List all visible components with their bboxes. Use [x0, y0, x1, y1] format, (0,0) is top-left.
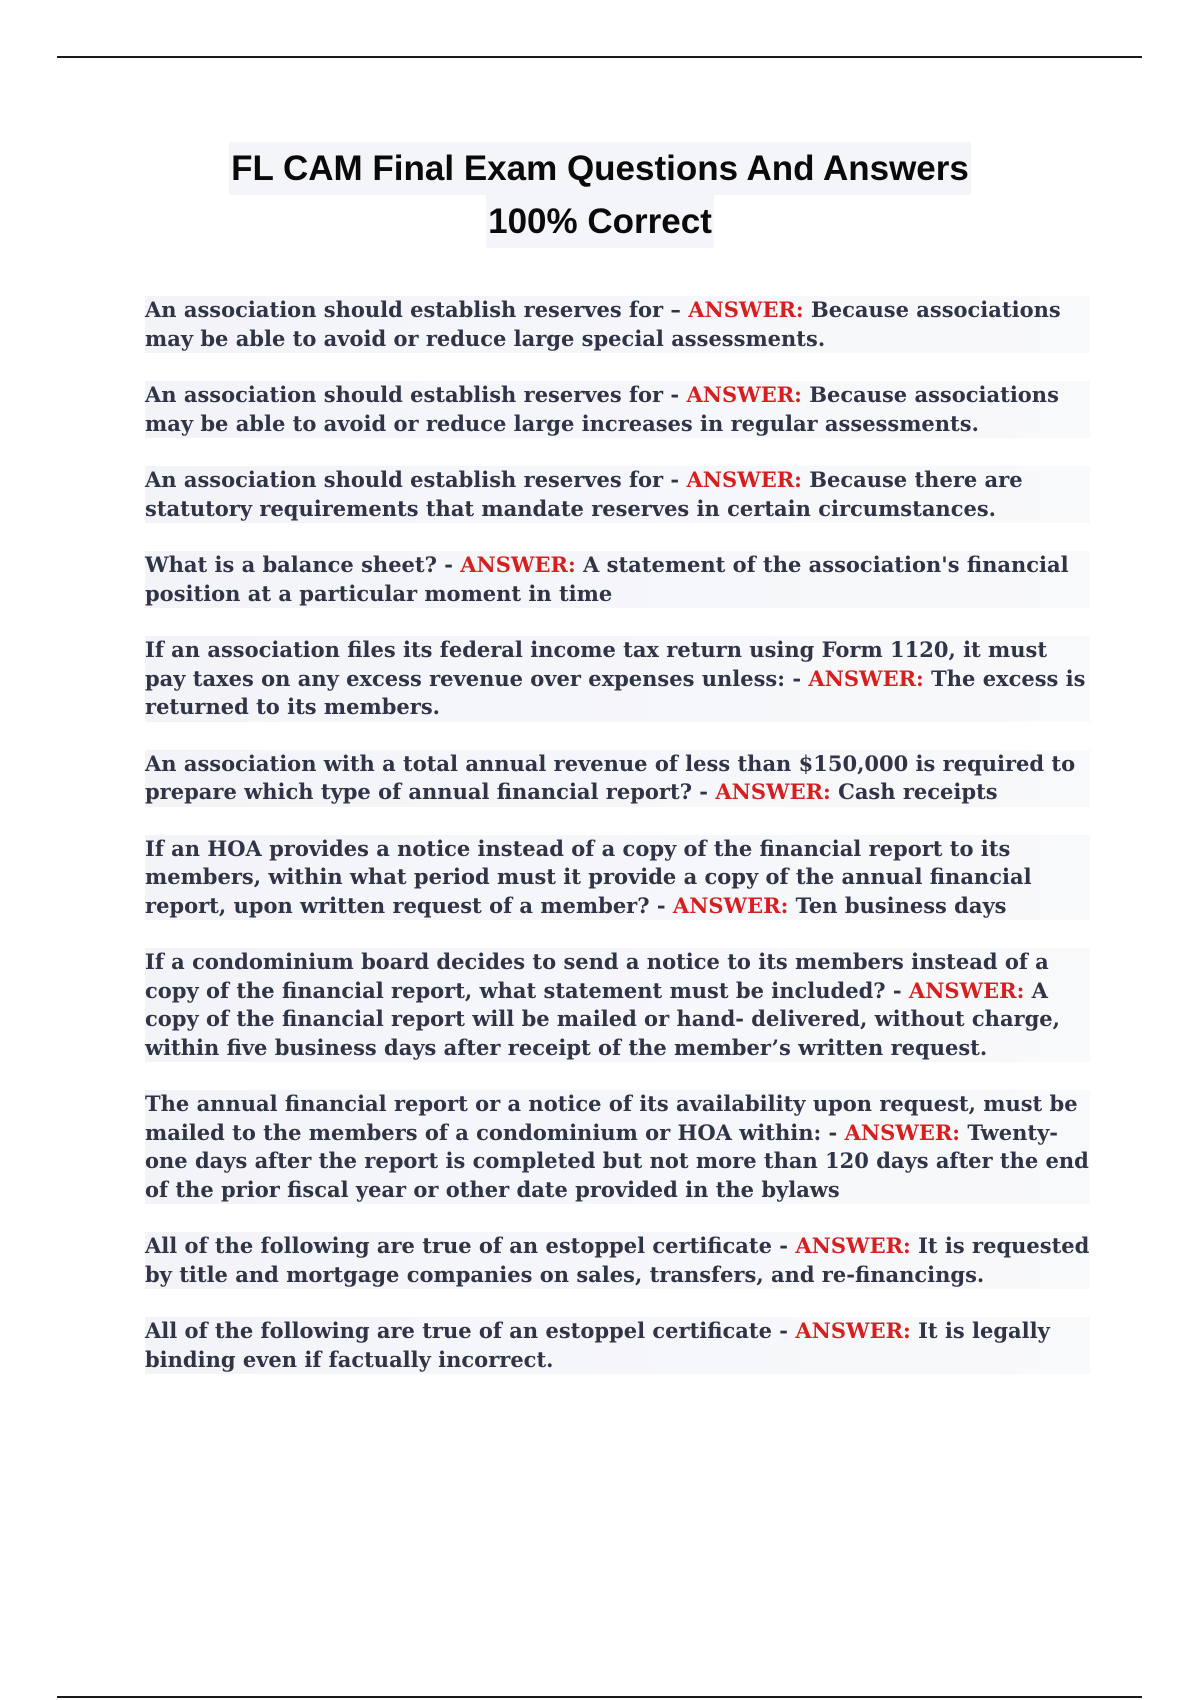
qa-item [145, 551, 1090, 608]
title-line-1: FL CAM Final Exam Questions And Answers [229, 142, 971, 195]
qa-item [145, 1317, 1090, 1374]
qa-list [145, 296, 1090, 1402]
answer-label: ANSWER: [795, 1318, 911, 1343]
question-text: All of the following are true of an estoppel certificate - [145, 1233, 796, 1258]
answer-text: Because associations may be able to avoid or reduce large special assessments. [145, 297, 1061, 351]
answer-label: ANSWER: [686, 467, 802, 492]
question-text: An association with a total annual revenue of less than $150,000 is required to prepare which type of annual financial report? - [145, 750, 1076, 804]
answer-label: ANSWER: [844, 1119, 961, 1145]
answer-text: A copy of the financial report will be mailed or hand- delivered, without charge, within five business days after receipt of the member’s written request. [145, 977, 1060, 1060]
answer-text: Because associations may be able to avoid or reduce large increases in regular assessments. [145, 382, 1059, 436]
qa-item [145, 381, 1090, 438]
top-rule [57, 56, 1142, 58]
question-text: An association should establish reserves for - [145, 467, 687, 492]
answer-label: ANSWER: [715, 779, 831, 804]
answer-text: Twenty-one days after the report is completed but not more than 120 days after the end of the prior fiscal year or other date provided in the bylaws [145, 1119, 1089, 1202]
qa-item [145, 466, 1090, 523]
answer-text: It is requested by title and mortgage companies on sales, transfers, and re-financings. [145, 1233, 1090, 1287]
qa-item [145, 636, 1090, 722]
qa-item [145, 750, 1090, 807]
qa-item [145, 1232, 1090, 1289]
qa-item [145, 296, 1090, 353]
qa-item [145, 948, 1090, 1062]
answer-label: ANSWER: [688, 297, 804, 322]
answer-text: Because there are statutory requirements that mandate reserves in certain circumstances. [145, 467, 1023, 521]
answer-text: The excess is returned to its members. [145, 665, 1086, 719]
question-text: If an association files its federal income tax return using Form 1120, it must pay taxes on any excess revenue over expenses unless: - [145, 637, 1048, 691]
question-text: All of the following are true of an estoppel certificate - [145, 1318, 796, 1343]
title-line-2: 100% Correct [486, 195, 714, 248]
answer-text: It is legally binding even if factually incorrect. [145, 1318, 1050, 1372]
document-title [0, 142, 1200, 248]
question-text: If a condominium board decides to send a notice to its members instead of a copy of the financial report, what statement must be included? - [145, 949, 1049, 1003]
answer-text: Ten business days [788, 892, 1007, 918]
answer-text: A statement of the association's financial position at a particular moment in time [145, 552, 1069, 606]
answer-label: ANSWER: [672, 892, 789, 918]
question-text: An association should establish reserves for – [145, 297, 689, 322]
bottom-rule [57, 1696, 1142, 1698]
answer-label: ANSWER: [460, 552, 576, 577]
answer-text: Cash receipts [830, 779, 998, 804]
qa-item [145, 1090, 1090, 1204]
question-text: If an HOA provides a notice instead of a copy of the financial report to its members, within what period must it provide a copy of the annual financial report, upon written request of a member? - [145, 835, 1032, 918]
answer-label: ANSWER: [908, 977, 1025, 1003]
answer-label: ANSWER: [808, 665, 924, 691]
answer-label: ANSWER: [795, 1233, 911, 1258]
answer-label: ANSWER: [686, 382, 802, 407]
question-text: The annual financial report or a notice of its availability upon request, must be mailed to the members of a condominium or HOA within: - [145, 1091, 1078, 1145]
question-text: What is a balance sheet? - [145, 552, 461, 577]
question-text: An association should establish reserves for - [145, 382, 687, 407]
qa-item [145, 835, 1090, 921]
